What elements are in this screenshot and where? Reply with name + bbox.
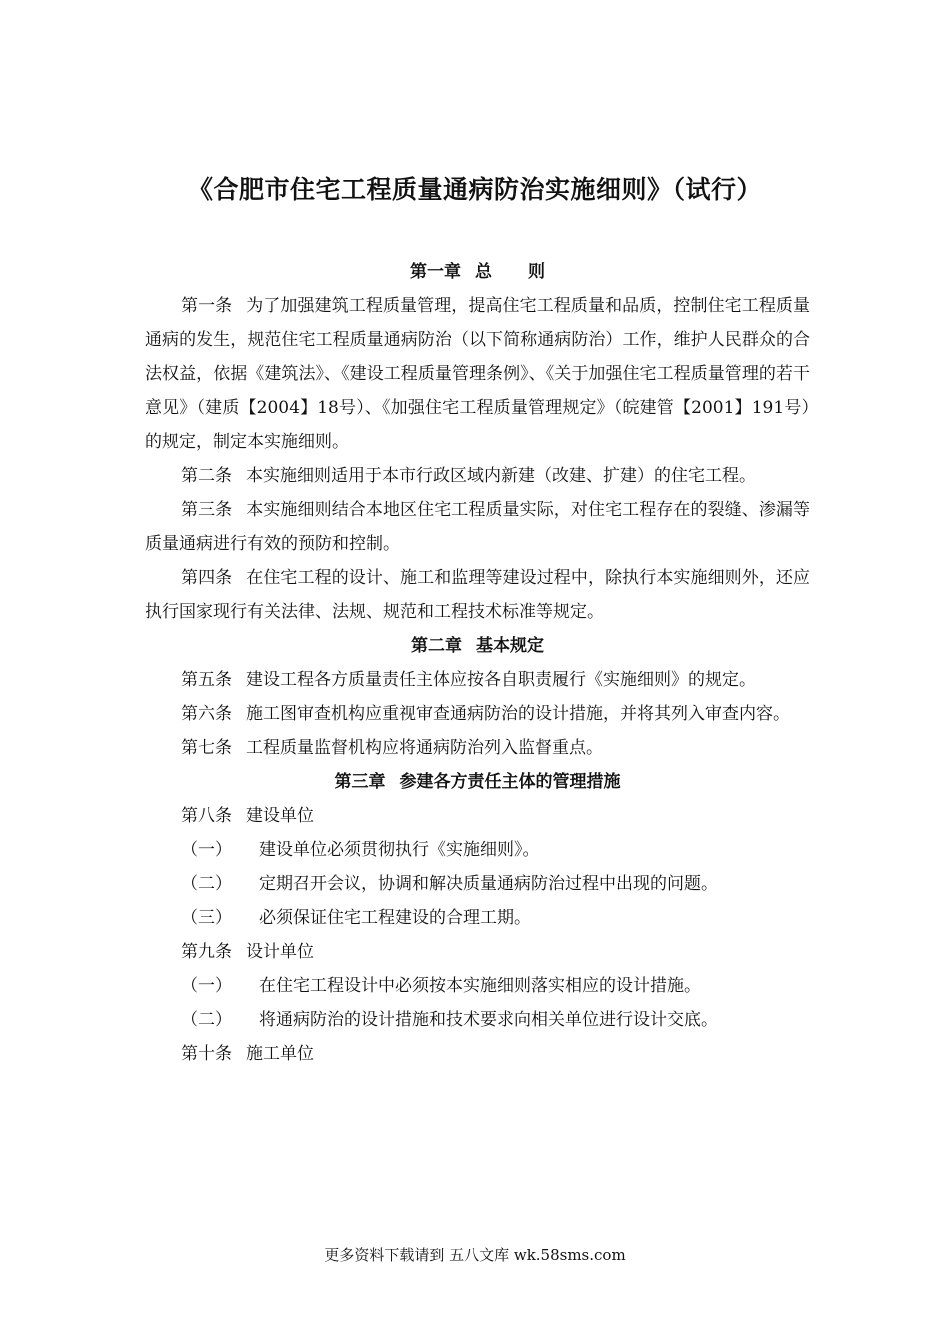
article-number: 第四条 xyxy=(181,568,233,588)
article-text: 建设工程各方质量责任主体应按各自职责履行《实施细则》的规定。 xyxy=(246,670,756,690)
article-number: 第九条 xyxy=(181,942,232,962)
list-item-label: （二） xyxy=(181,874,232,894)
article-text: 本实施细则适用于本市行政区域内新建（改建、扩建）的住宅工程。 xyxy=(246,466,756,486)
chapter-label: 第三章 xyxy=(334,772,386,792)
list-item-text: 将通病防治的设计措施和技术要求向相关单位进行设计交底。 xyxy=(259,1010,718,1030)
article-number: 第一条 xyxy=(181,296,233,316)
chapter-name-part-2: 则 xyxy=(528,262,545,282)
list-item xyxy=(145,833,810,867)
article-2 xyxy=(145,459,810,493)
article-text: 工程质量监督机构应将通病防治列入监督重点。 xyxy=(246,738,603,758)
document-title: 《合肥市住宅工程质量通病防治实施细则》（试行） xyxy=(187,175,762,204)
list-item xyxy=(145,867,810,901)
list-item xyxy=(145,901,810,935)
chapter-name-part-1: 总 xyxy=(475,262,492,282)
list-item-text: 建设单位必须贯彻执行《实施细则》。 xyxy=(259,840,540,860)
article-4 xyxy=(145,561,810,629)
article-number: 第三条 xyxy=(181,500,233,520)
chapter-1-heading xyxy=(145,255,810,289)
article-number: 第八条 xyxy=(181,806,232,826)
chapter-name: 参建各方责任主体的管理措施 xyxy=(399,772,621,792)
list-item-text: 在住宅工程设计中必须按本实施细则落实相应的设计措施。 xyxy=(259,976,701,996)
list-item-text: 必须保证住宅工程建设的合理工期。 xyxy=(259,908,531,928)
list-item-text: 定期召开会议，协调和解决质量通病防治过程中出现的问题。 xyxy=(259,874,718,894)
article-8 xyxy=(145,799,810,833)
article-1 xyxy=(145,289,810,459)
article-text: 设计单位 xyxy=(246,942,314,962)
article-text: 本实施细则结合本地区住宅工程质量实际，对住宅工程存在的裂缝、渗漏等质量通病进行有效的预防和控制。 xyxy=(145,500,811,554)
list-item-label: （一） xyxy=(181,976,232,996)
chapter-name: 基本规定 xyxy=(476,636,544,656)
article-6 xyxy=(145,697,810,731)
list-item xyxy=(145,969,810,1003)
article-number: 第六条 xyxy=(181,704,232,724)
article-text: 施工图审查机构应重视审查通病防治的设计措施，并将其列入审查内容。 xyxy=(246,704,790,724)
article-text: 建设单位 xyxy=(246,806,314,826)
article-number: 第十条 xyxy=(181,1044,232,1064)
article-number: 第二条 xyxy=(181,466,232,486)
article-text: 为了加强建筑工程质量管理，提高住宅工程质量和品质，控制住宅工程质量通病的发生，规范住宅工程质量通病防治（以下简称通病防治）工作，维护人民群众的合法权益，依据《建筑法》、《建设工程质量管理条例》、《关于加强住宅工程质量管理的若干意见》（建质【2004】18号）、《加强住宅工程质量管理规定》（皖建管【2001】191号）的规定，制定本实施细则。 xyxy=(145,296,811,452)
article-3 xyxy=(145,493,810,561)
article-text: 在住宅工程的设计、施工和监理等建设过程中，除执行本实施细则外，还应执行国家现行有关法律、法规、规范和工程技术标准等规定。 xyxy=(145,568,811,622)
article-10 xyxy=(145,1037,810,1071)
chapter-label: 第二章 xyxy=(411,636,462,656)
article-text: 施工单位 xyxy=(246,1044,314,1064)
article-7 xyxy=(145,731,810,765)
chapter-3-heading xyxy=(145,765,810,799)
article-number: 第五条 xyxy=(181,670,232,690)
chapter-label: 第一章 xyxy=(410,262,461,282)
article-number: 第七条 xyxy=(181,738,232,758)
article-5 xyxy=(145,663,810,697)
list-item-label: （一） xyxy=(181,840,232,860)
list-item-label: （二） xyxy=(181,1010,232,1030)
list-item xyxy=(145,1003,810,1037)
chapter-2-heading xyxy=(145,629,810,663)
document-body xyxy=(145,255,810,1071)
article-9 xyxy=(145,935,810,969)
footer-download-note: 更多资料下载请到 五八文库 wk.58sms.com xyxy=(324,1246,626,1264)
list-item-label: （三） xyxy=(181,908,232,928)
